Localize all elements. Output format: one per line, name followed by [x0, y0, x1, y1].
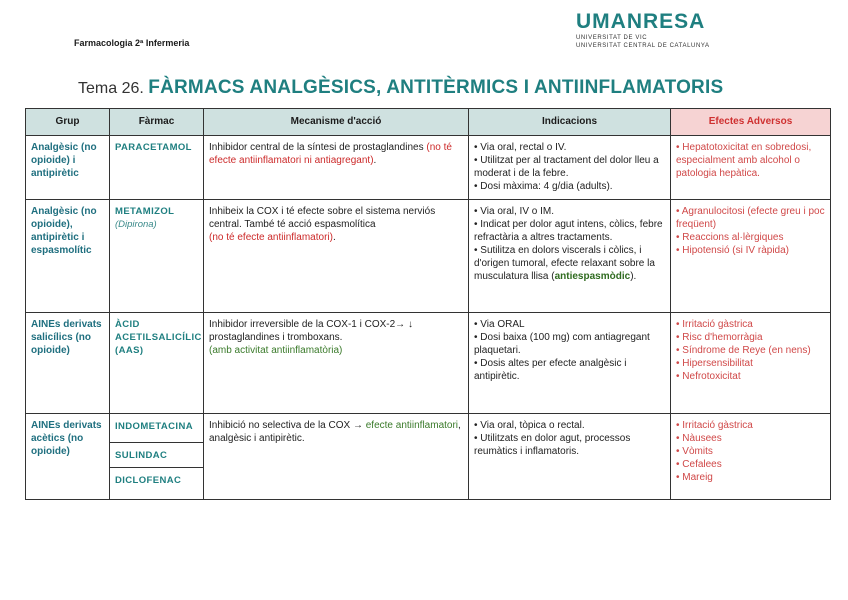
col-header-indications: Indicacions — [469, 109, 671, 136]
adverse-effect-item: • Hipersensibilitat — [676, 358, 753, 369]
mechanism-note: efecte antiinflamatori — [365, 420, 459, 431]
drug-name: DICLOFENAC — [115, 475, 182, 486]
mechanism-end: . — [332, 232, 336, 243]
drug-cell — [110, 414, 204, 500]
adverse-effects-cell — [671, 136, 831, 200]
indication-item: • Dosi màxima: 4 g/dia (adults). — [474, 181, 613, 192]
group-cell: Analgèsic (no opioide), antipirètic i espasmolític — [26, 200, 110, 313]
mechanism-note: (no té efecte antiinflamatori) — [209, 232, 333, 243]
indication-item: • Indicat per dolor agut intens, còlics, febre refractària a altres tractaments. — [474, 219, 663, 243]
logo-subtitle-2: UNIVERSITAT CENTRAL DE CATALUNYA — [576, 43, 710, 49]
adverse-effect-item: • Nàusees — [676, 433, 722, 444]
adverse-effect-item: • Mareig — [676, 472, 713, 483]
drug-name: ÀCID ACETILSALICÍLIC (AAS) — [115, 319, 202, 356]
mechanism-cell — [204, 200, 469, 313]
table-header-row — [26, 109, 831, 136]
title-prefix: Tema 26. — [78, 80, 144, 97]
indication-item: • Utilitzats en dolor agut, processos reumàtics i inflamatoris. — [474, 433, 631, 457]
drug-cell — [110, 313, 204, 414]
group-cell: AINEs derivats acètics (no opioide) — [26, 414, 110, 500]
adverse-effects-cell — [671, 414, 831, 500]
mechanism-cell — [204, 414, 469, 500]
indications-cell — [469, 414, 671, 500]
col-header-group: Grup — [26, 109, 110, 136]
drug-cell — [110, 136, 204, 200]
indication-item: • Utilitzat per al tractament del dolor lleu a moderat i de la febre. — [474, 155, 659, 179]
mechanism-cell — [204, 136, 469, 200]
mechanism-end: . — [373, 155, 377, 166]
indications-cell — [469, 200, 671, 313]
mechanism-note: (amb activitat antiinflamatòria) — [209, 345, 343, 356]
table-row — [26, 136, 831, 200]
indications-cell — [469, 313, 671, 414]
adverse-effect-item: • Irritació gàstrica — [676, 319, 753, 330]
col-header-mechanism: Mecanisme d'acció — [204, 109, 469, 136]
drug-alt-name: (Dipirona) — [115, 219, 157, 230]
mechanism-text: Inhibeix la COX i té efecte sobre el sistema nerviós central. També té acció espasmolítica — [209, 206, 436, 230]
group-cell: AINEs derivats salicílics (no opioide) — [26, 313, 110, 414]
logo-subtitle-1: UNIVERSITAT DE VIC — [576, 35, 648, 41]
mechanism-cell — [204, 313, 469, 414]
adverse-effect-item: • Reaccions al·lèrgiques — [676, 232, 784, 243]
university-logo — [576, 10, 736, 50]
page-title — [78, 77, 723, 99]
indication-item: • Via oral, tòpica o rectal. — [474, 420, 585, 431]
adverse-effect-item: • Agranulocitosi (efecte greu i poc freqüent) — [676, 206, 825, 230]
mechanism-end: , analgèsic i antipirètic. — [209, 420, 461, 444]
indication-item: • Via oral, rectal o IV. — [474, 142, 567, 153]
mechanism-text: Inhibició no selectiva de la COX → — [209, 420, 363, 431]
drug-name: INDOMETACINA — [115, 421, 193, 432]
adverse-effects-cell — [671, 313, 831, 414]
adverse-effect-item: • Hipotensió (si IV ràpida) — [676, 245, 789, 256]
indication-text: • Sutilitza en dolors viscerals i còlics, i d'origen tumoral, efecte relaxant sobre la musculatura llisa — [474, 245, 655, 282]
adverse-effects-cell — [671, 200, 831, 313]
logo-wordmark: UMANRESA — [576, 10, 706, 33]
drug-cell — [110, 200, 204, 313]
adverse-effect-item: • Irritació gàstrica — [676, 420, 753, 431]
indication-item: • Via ORAL — [474, 319, 525, 330]
table-row — [26, 313, 831, 414]
adverse-effect-item: • Risc d'hemorràgia — [676, 332, 763, 343]
drug-name: METAMIZOL — [115, 206, 175, 217]
indication-note: antiespasmòdic — [554, 271, 631, 282]
mechanism-text: Inhibidor irreversible de la COX-1 i COX-2→ ↓ prostaglandines i tromboxans. — [209, 319, 413, 343]
drug-name: PARACETAMOL — [115, 142, 192, 153]
adverse-effect-item: • Nefrotoxicitat — [676, 371, 741, 382]
drug-name: SULINDAC — [115, 450, 168, 461]
title-main: FÀRMACS ANALGÈSICS, ANTITÈRMICS I ANTIINFLAMATORIS — [148, 77, 724, 98]
mechanism-note: (no té efecte antiinflamatori ni antiagregant) — [209, 142, 452, 166]
indications-cell — [469, 136, 671, 200]
col-header-adverse-effects: Efectes Adversos — [671, 109, 831, 136]
course-label: Farmacologia 2ª Infermeria — [74, 38, 190, 48]
indication-item: • Dosis altes per efecte analgèsic i antipirètic. — [474, 358, 627, 382]
col-header-drug: Fàrmac — [110, 109, 204, 136]
table-row — [26, 414, 831, 500]
adverse-effect-item: • Cefalees — [676, 459, 722, 470]
indication-item: • Via oral, IV o IM. — [474, 206, 555, 217]
drug-table — [25, 108, 831, 500]
table-row — [26, 200, 831, 313]
mechanism-text: Inhibidor central de la síntesi de prostaglandines — [209, 142, 424, 153]
group-cell: Analgèsic (no opioide) i antipirètic — [26, 136, 110, 200]
indication-item: • Sutilitza en dolors viscerals i còlics, i d'origen tumoral, efecte relaxant sobre la musculatura llisa (antiespasmòdic). — [474, 245, 655, 282]
adverse-effect-item: • Vòmits — [676, 446, 713, 457]
adverse-effect-item: • Hepatotoxicitat en sobredosi, especialment amb alcohol o patologia hepàtica. — [676, 142, 812, 179]
adverse-effect-item: • Síndrome de Reye (en nens) — [676, 345, 811, 356]
indication-item: • Dosi baixa (100 mg) com antiagregant plaquetari. — [474, 332, 650, 356]
